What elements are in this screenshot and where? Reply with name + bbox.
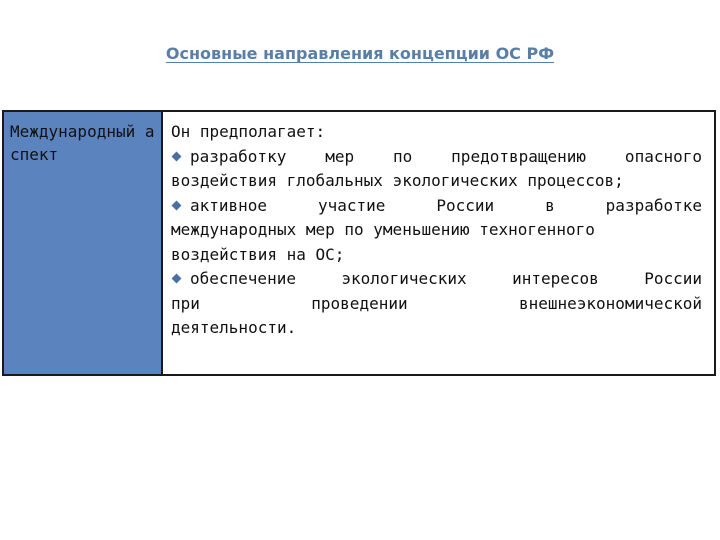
slide-title: Основные направления концепции ОС РФ (165, 44, 555, 63)
bullet-text: активное участие России в разработке (190, 195, 702, 215)
diamond-bullet-icon (172, 151, 182, 161)
bullet-item-line: воздействия глобальных экологических процессов; (171, 171, 624, 190)
bullet-item-line (171, 145, 702, 170)
bullet-item-line: воздействия на ОС; (171, 244, 345, 264)
bullet-item-line (171, 267, 702, 292)
bullet-item-line: деятельности. (171, 318, 297, 337)
bullet-text: разработку мер по предотвращению опасного (190, 146, 702, 166)
concept-table (2, 110, 716, 376)
bullet-item-line (171, 194, 702, 219)
bullet-item-line: международных мер по уменьшению техногенного (171, 220, 595, 239)
bullet-text: обеспечение экологических интересов России (190, 269, 702, 288)
diamond-bullet-icon (172, 200, 182, 210)
intro-text: Он предполагает: (171, 122, 326, 141)
description-cell (163, 112, 714, 374)
aspect-cell: Международный аспект (4, 112, 163, 374)
diamond-bullet-icon (172, 274, 182, 284)
bullet-item-line: при проведении внешнеэкономической (171, 293, 702, 313)
